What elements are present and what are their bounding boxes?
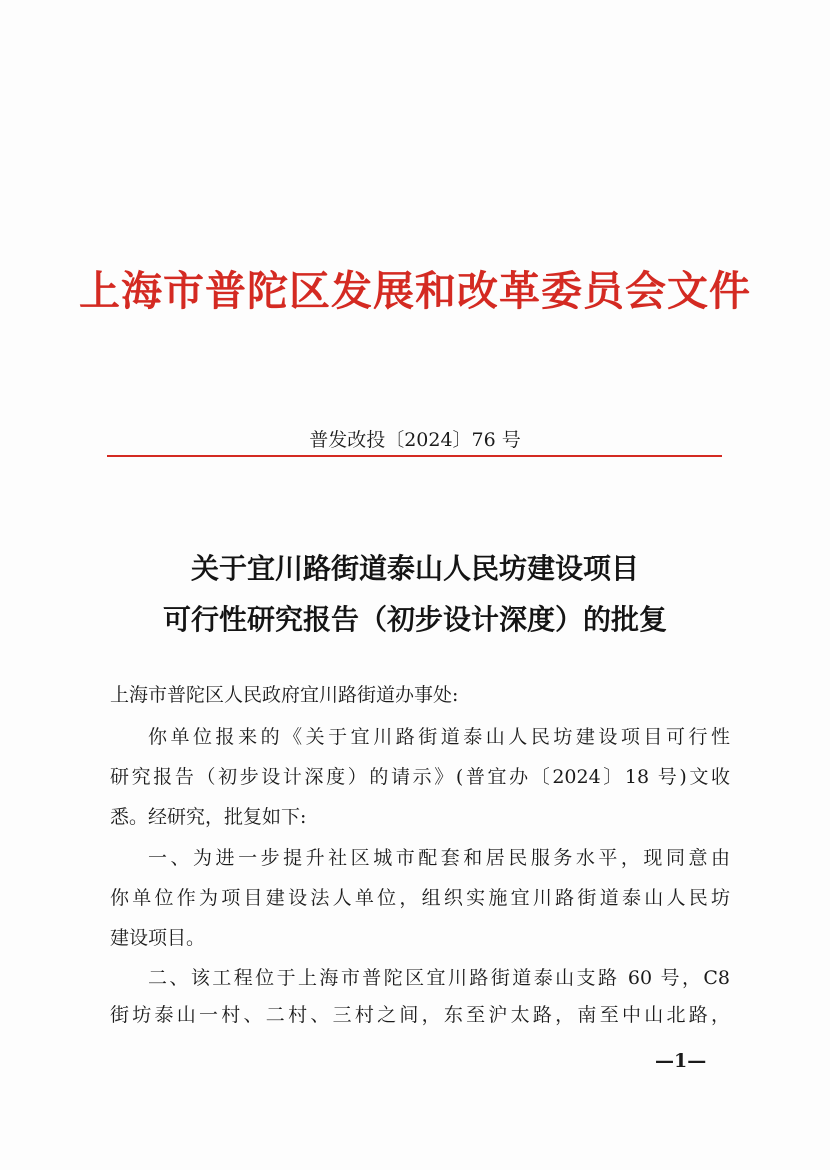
- body-line: 你单位作为项目建设法人单位，组织实施宜川路街道泰山人民坊: [110, 887, 730, 909]
- body-line: 建设项目。: [110, 927, 206, 949]
- page-number: —1—: [655, 1050, 707, 1072]
- body-line: 研究报告（初步设计深度）的请示》(普宜办〔2024〕18 号)文收: [110, 766, 730, 788]
- issuer-masthead: 上海市普陀区发展和改革委员会文件: [79, 267, 751, 315]
- body-line: 二、该工程位于上海市普陀区宜川路街道泰山支路 60 号，C8: [148, 967, 730, 989]
- red-divider-line: [107, 455, 722, 457]
- body-line: 一、为进一步提升社区城市配套和居民服务水平，现同意由: [148, 847, 730, 869]
- title-line-2: 可行性研究报告（初步设计深度）的批复: [162, 603, 667, 636]
- document-number: 普发改投〔2024〕76 号: [309, 429, 521, 451]
- addressee: 上海市普陀区人民政府宜川路街道办事处:: [110, 684, 459, 706]
- body-line: 悉。经研究，批复如下:: [110, 806, 307, 828]
- document-title: [0, 543, 830, 645]
- body-line: 你单位报来的《关于宜川路街道泰山人民坊建设项目可行性: [148, 726, 730, 748]
- title-line-1: 关于宜川路街道泰山人民坊建设项目: [190, 552, 639, 585]
- body-line: 街坊泰山一村、二村、三村之间，东至沪太路，南至中山北路，: [110, 1004, 730, 1026]
